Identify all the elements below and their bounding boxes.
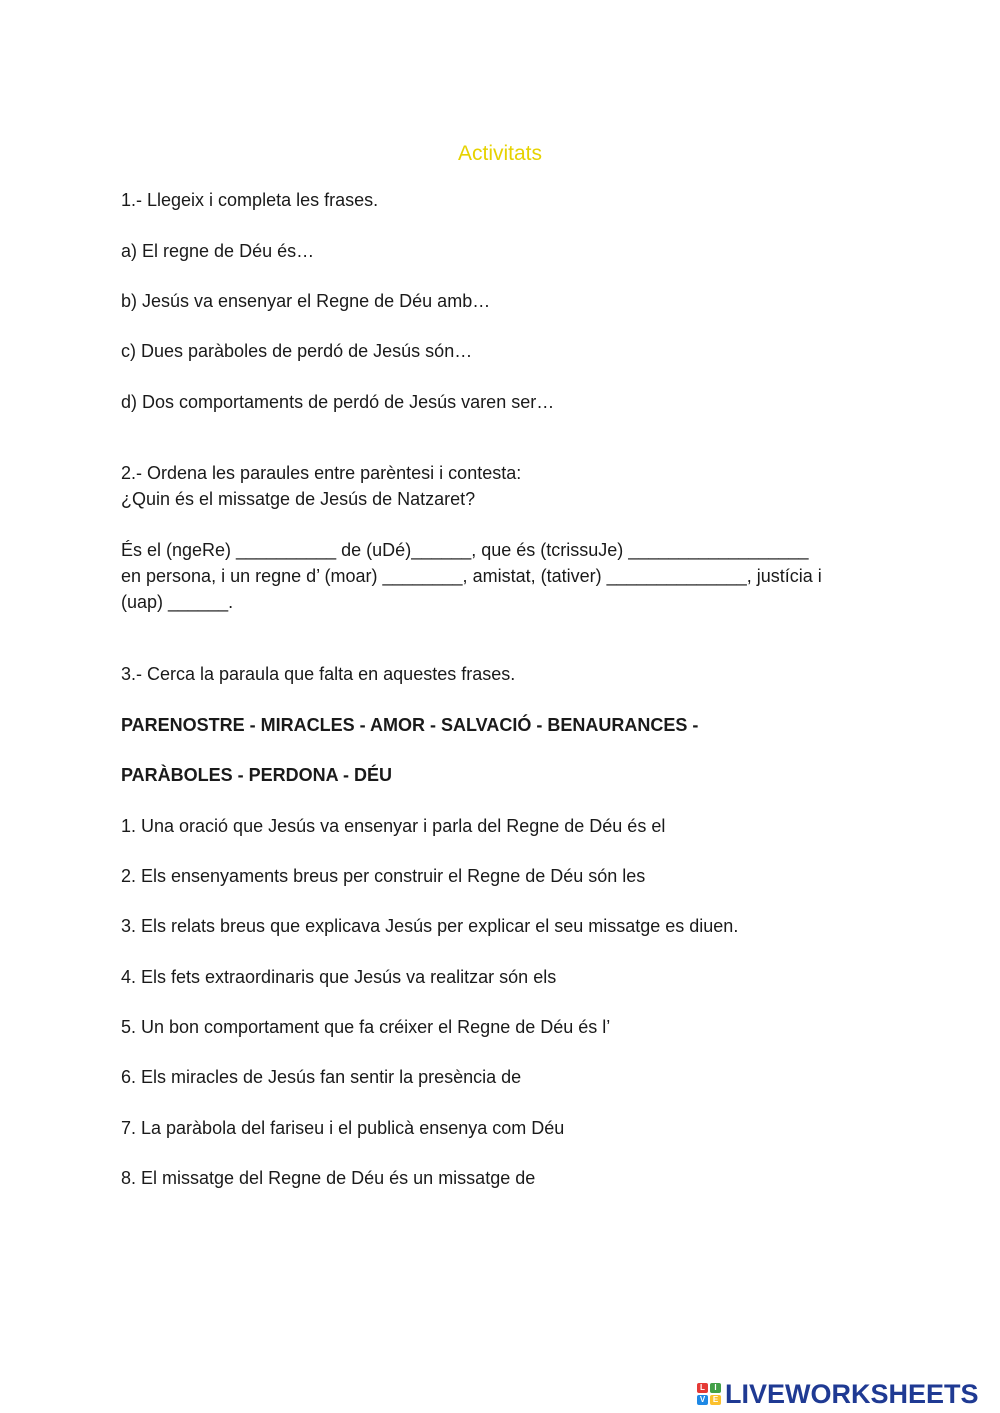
logo-text: LIVEWORKSHEETS — [725, 1378, 979, 1409]
section1-item-d: d) Dos comportaments de perdó de Jesús varen ser… — [121, 392, 555, 412]
liveworksheets-logo — [697, 1379, 979, 1409]
section2-heading: 2.- Ordena les paraules entre parèntesi i contesta: — [121, 463, 522, 483]
section3-item: 1. Una oració que Jesús va ensenyar i parla del Regne de Déu és el — [121, 816, 666, 836]
section3-heading: 3.- Cerca la paraula que falta en aquestes frases. — [121, 664, 516, 684]
section1-item-b: b) Jesús va ensenyar el Regne de Déu amb… — [121, 291, 491, 311]
section3-item: 2. Els ensenyaments breus per construir el Regne de Déu són les — [121, 866, 646, 886]
section3-item: 3. Els relats breus que explicava Jesús per explicar el seu missatge es diuen. — [121, 916, 739, 936]
section3-item: 7. La paràbola del fariseu i el publicà ensenya com Déu — [121, 1118, 565, 1138]
section1-heading: 1.- Llegeix i completa les frases. — [121, 190, 379, 210]
section3-item: 8. El missatge del Regne de Déu és un missatge de — [121, 1168, 536, 1188]
section1-item-a: a) El regne de Déu és… — [121, 241, 315, 261]
section3-item: 6. Els miracles de Jesús fan sentir la presència de — [121, 1067, 522, 1087]
word-bank-line-1: PARENOSTRE - MIRACLES - AMOR - SALVACIÓ - BENAURANCES - — [121, 715, 699, 735]
page-title: Activitats — [457, 142, 543, 165]
word-bank-line-2: PARÀBOLES - PERDONA - DÉU — [121, 765, 393, 785]
section1-item-c: c) Dues paràboles de perdó de Jesús són… — [121, 341, 473, 361]
logo-mark-icon: L I V E — [697, 1383, 721, 1405]
section2-paragraph-line: (uap) ______. — [121, 592, 234, 612]
section2-question: ¿Quin és el missatge de Jesús de Natzaret? — [121, 489, 476, 509]
section3-item: 5. Un bon comportament que fa créixer el Regne de Déu és l’ — [121, 1017, 611, 1037]
section2-paragraph-line: en persona, i un regne d’ (moar) ________, amistat, (tativer) ______________, justícia i — [121, 566, 822, 586]
section2-paragraph-line: És el (ngeRe) __________ de (uDé)______, que és (tcrissuJe) __________________ — [121, 540, 809, 560]
section3-item: 4. Els fets extraordinaris que Jesús va realitzar són els — [121, 967, 557, 987]
